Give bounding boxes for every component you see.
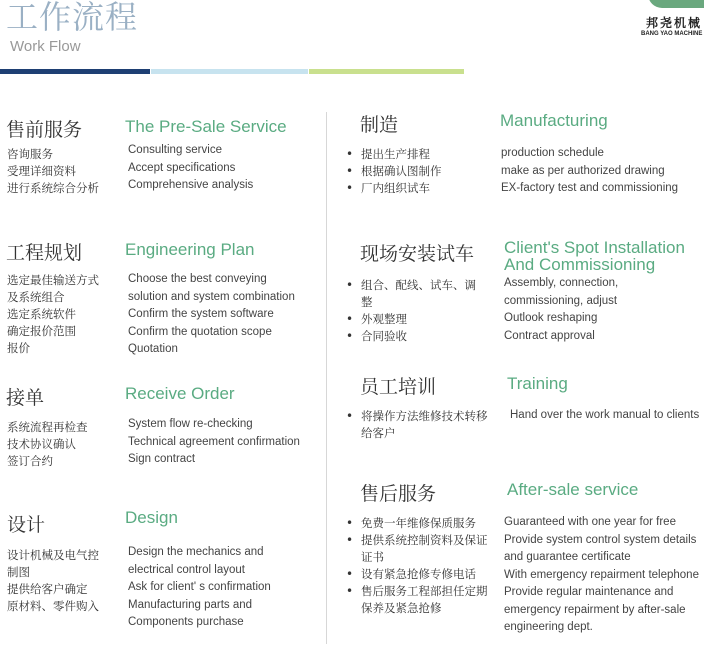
list-item: Components purchase [128,616,244,628]
list-item: 确定报价范围 [7,324,76,338]
list-item: Confirm the quotation scope [128,325,272,338]
section-title-cn: 接单 [6,387,45,409]
section-title-en: After-sale service [507,480,639,499]
list-item: • 设有紧急抢修专修电话 [346,566,496,583]
list-item: 进行系统综合分析 [7,181,99,195]
list-item: 签订合约 [7,454,53,468]
section-title-en: Design [125,508,178,527]
list-item: make as per authorized drawing [501,164,665,177]
header-bar-light-blue [151,69,308,74]
list-item: • 根据确认图制作 [346,163,442,180]
list-item: • 免费一年维修保质服务 [346,515,496,532]
section-list-en [128,271,295,359]
section-list-cn [7,419,88,470]
list-item: 技术协议确认 [7,437,76,451]
logo-icon [648,0,704,8]
list-item: commissioning, adjust [504,294,618,307]
list-item: production schedule [501,147,604,159]
list-item: • 售后服务工程部担任定期保养及紧急抢修 [346,583,496,617]
header-bar-light-green [309,69,464,74]
section-title-cn: 设计 [7,514,46,536]
list-item: System flow re-checking [128,418,253,430]
list-item: 受理详细资料 [7,164,76,178]
list-item: Comprehensive analysis [128,179,254,191]
list-item: electrical control layout [128,563,245,576]
list-item: 设计机械及电气控 [7,548,99,562]
list-item: solution and system combination [128,290,295,303]
list-item: • 厂内组织试车 [346,180,442,197]
section-list-cn [7,547,99,615]
list-item: Technical agreement confirmation [128,435,300,448]
section-title-en: Receive Order [125,384,235,403]
list-item: Design the mechanics and [128,546,264,558]
list-item: • 提供系统控制资料及保证证书 [346,532,496,566]
list-item: • 将操作方法维修技术转移给客户 [346,408,496,442]
list-item: 及系统组合 [7,290,65,304]
list-item: Manufacturing parts and [128,598,253,611]
list-item: Quotation [128,343,178,355]
list-item: and guarantee certificate [504,551,631,563]
section-list-cn [346,146,442,197]
page-subtitle: Work Flow [10,38,81,55]
section-title-en: Training [507,374,568,393]
header-bar-dark [0,69,150,74]
section-list-en [504,514,699,637]
section-list-en [128,142,253,195]
list-item: Hand over the work manual to clients [510,409,700,421]
section-list-en [510,407,699,425]
section-title-cn: 制造 [360,114,399,136]
list-item: Outlook reshaping [504,312,598,324]
section-list-cn [346,408,496,442]
list-item: • 合同验收 [346,328,476,345]
list-item: With emergency repairment telephone [504,568,699,581]
column-divider [326,112,327,644]
list-item: Confirm the system software [128,308,274,320]
section-title-en: Manufacturing [500,111,608,130]
list-item: 选定系统软件 [7,307,76,321]
section-title-cn: 员工培训 [360,376,437,398]
section-list-cn [346,277,476,345]
section-title-en: Client's Spot Installation And Commissioning [504,238,685,274]
list-item: 提供给客户确定 [7,582,88,596]
list-item: 选定最佳输送方式 [7,273,99,287]
list-item: Ask for client' s confirmation [128,581,271,593]
logo-text-en: BANG YAO MACHINE [641,31,703,37]
section-title-cn: 现场安装试车 [360,243,475,265]
section-list-cn [7,272,99,357]
list-item: EX-factory test and commissioning [501,182,679,194]
list-item: emergency repairment by after-sale [504,603,686,616]
list-item: 系统流程再检查 [7,420,88,434]
list-item: Guaranteed with one year for free [504,516,676,528]
list-item: 报价 [7,341,30,355]
section-list-cn [346,515,496,617]
list-item: 制图 [7,565,30,579]
list-item: • 组合、配线、试车、调整 [346,277,476,311]
section-list-en [128,416,300,469]
list-item: Consulting service [128,144,222,156]
section-list-en [504,275,618,345]
section-list-cn [7,146,99,197]
list-item: Contract approval [504,329,595,342]
section-title-cn: 工程规划 [6,242,83,264]
list-item: Provide regular maintenance and [504,586,674,598]
section-title-cn: 售后服务 [360,483,437,505]
section-title-cn: 售前服务 [6,119,83,141]
section-list-en [128,544,271,632]
list-item: engineering dept. [504,621,593,633]
list-item: • 外观整理 [346,311,476,328]
page-title: 工作流程 [6,0,139,36]
list-item: Assembly, connection, [504,277,619,289]
section-list-en [501,145,678,198]
list-item: Sign contract [128,453,196,465]
list-item: Accept specifications [128,161,236,174]
list-item: 咨询服务 [7,147,53,161]
section-title-en: Engineering Plan [125,240,255,259]
list-item: Choose the best conveying [128,273,267,285]
list-item: Provide system control system details [504,533,697,546]
section-title-en: The Pre-Sale Service [125,117,287,136]
logo-text-cn: 邦尧机械 [646,16,703,30]
list-item: 原材料、零件购入 [7,599,99,613]
list-item: • 提出生产排程 [346,146,442,163]
